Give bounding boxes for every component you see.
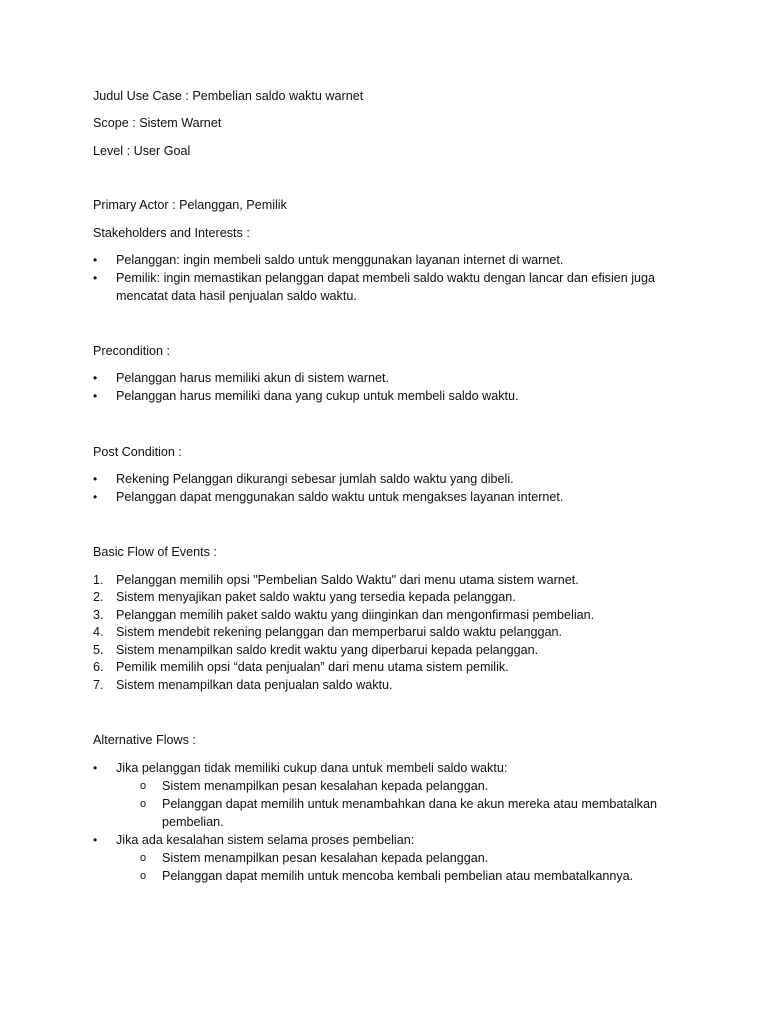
bullet-icon: •: [93, 371, 98, 385]
bullet-icon: •: [93, 389, 98, 403]
step-item: Sistem menampilkan saldo kredit waktu yang diperbarui kepada pelanggan.: [116, 643, 539, 657]
postcondition-item: Rekening Pelanggan dikurangi sebesar jumlah saldo waktu yang dibeli.: [116, 472, 514, 486]
step-number: 5.: [93, 643, 104, 657]
stakeholders-heading: Stakeholders and Interests :: [93, 226, 250, 240]
circle-bullet-icon: o: [140, 852, 147, 864]
bullet-icon: •: [93, 490, 98, 504]
step-number: 6.: [93, 660, 104, 674]
scope-line: Scope : Sistem Warnet: [93, 116, 222, 130]
precondition-item: Pelanggan harus memiliki dana yang cukup untuk membeli saldo waktu.: [116, 389, 519, 403]
alt-flow-item: Jika ada kesalahan sistem selama proses pembelian:: [116, 833, 415, 847]
basic-flow-heading: Basic Flow of Events :: [93, 545, 217, 559]
alt-flow-subitem: Pelanggan dapat memilih untuk mencoba kembali pembelian atau membatalkannya.: [162, 869, 634, 883]
precondition-item: Pelanggan harus memiliki akun di sistem warnet.: [116, 371, 389, 385]
alt-flow-subitem: Sistem menampilkan pesan kesalahan kepada pelanggan.: [162, 851, 489, 865]
step-item: Sistem menyajikan paket saldo waktu yang tersedia kepada pelanggan.: [116, 590, 516, 604]
alt-flow-item: Jika pelanggan tidak memiliki cukup dana untuk membeli saldo waktu:: [116, 761, 508, 775]
bullet-icon: •: [93, 253, 98, 267]
bullet-icon: •: [93, 472, 98, 486]
step-number: 3.: [93, 608, 104, 622]
postcondition-item: Pelanggan dapat menggunakan saldo waktu untuk mengakses layanan internet.: [116, 490, 564, 504]
step-number: 7.: [93, 678, 104, 692]
circle-bullet-icon: o: [140, 780, 147, 792]
step-number: 2.: [93, 590, 104, 604]
circle-bullet-icon: o: [140, 798, 147, 810]
alt-flow-subitem: Sistem menampilkan pesan kesalahan kepada pelanggan.: [162, 779, 489, 793]
circle-bullet-icon: o: [140, 870, 147, 882]
bullet-icon: •: [93, 271, 98, 285]
alt-flow-subitem: Pelanggan dapat memilih untuk menambahkan dana ke akun mereka atau membatalkan: [162, 797, 657, 811]
step-number: 1.: [93, 573, 104, 587]
step-item: Pemilik memilih opsi “data penjualan” dari menu utama sistem pemilik.: [116, 660, 509, 674]
use-case-title: Judul Use Case : Pembelian saldo waktu warnet: [93, 89, 364, 103]
primary-actor-line: Primary Actor : Pelanggan, Pemilik: [93, 198, 287, 212]
step-item: Sistem mendebit rekening pelanggan dan memperbarui saldo waktu pelanggan.: [116, 625, 562, 639]
level-line: Level : User Goal: [93, 144, 191, 158]
step-number: 4.: [93, 625, 104, 639]
stakeholder-item-continued: mencatat data hasil penjualan saldo waktu.: [116, 289, 357, 303]
stakeholder-item: Pemilik: ingin memastikan pelanggan dapat membeli saldo waktu dengan lancar dan efisien juga: [116, 271, 656, 285]
stakeholder-item: Pelanggan: ingin membeli saldo untuk menggunakan layanan internet di warnet.: [116, 253, 564, 267]
bullet-icon: •: [93, 833, 98, 847]
bullet-icon: •: [93, 761, 98, 775]
alt-flow-subitem-continued: pembelian.: [162, 815, 224, 829]
step-item: Pelanggan memilih opsi "Pembelian Saldo Waktu" dari menu utama sistem warnet.: [116, 573, 579, 587]
postcondition-heading: Post Condition :: [93, 445, 182, 459]
step-item: Sistem menampilkan data penjualan saldo waktu.: [116, 678, 393, 692]
step-item: Pelanggan memilih paket saldo waktu yang diinginkan dan mengonfirmasi pembelian.: [116, 608, 595, 622]
precondition-heading: Precondition :: [93, 344, 171, 358]
alternative-flows-heading: Alternative Flows :: [93, 733, 196, 747]
